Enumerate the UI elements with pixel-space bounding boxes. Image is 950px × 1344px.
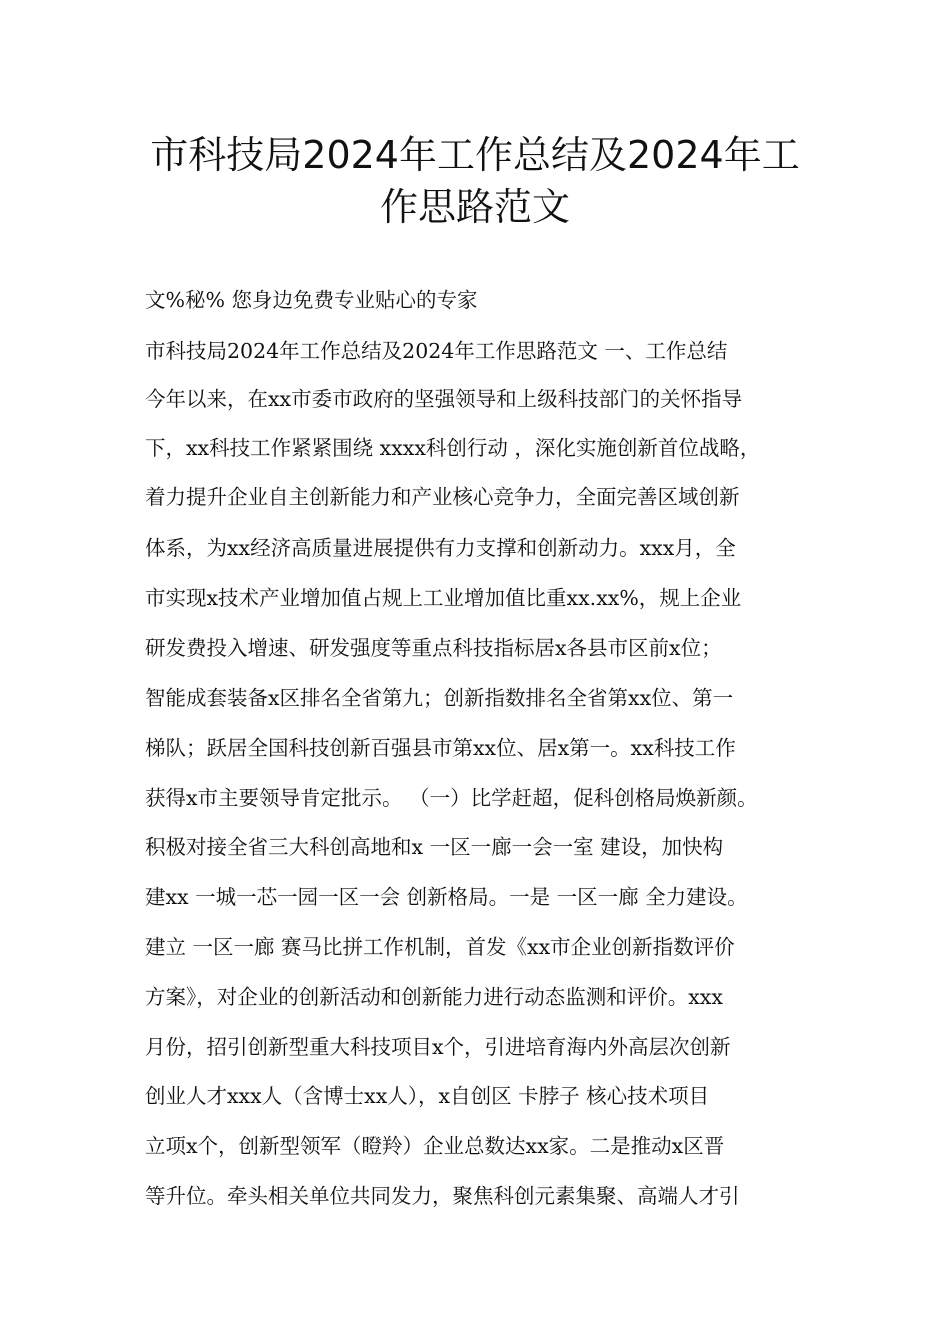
body-line: 体系，为xx经济高质量进展提供有力支撑和创新动力。xxx月，全	[145, 536, 736, 560]
body-line: 市科技局2024年工作总结及2024年工作思路范文 一、工作总结	[145, 339, 728, 363]
body-line: 月份，招引创新型重大科技项目x个，引进培育海内外高层次创新	[145, 1035, 731, 1059]
body-line: 积极对接全省三大科创高地和x 一区一廊一会一室 建设，加快构	[145, 835, 724, 859]
body-line: 下，xx科技工作紧紧围绕 xxxx科创行动 ，深化实施创新首位战略，	[145, 436, 761, 460]
body-line: 智能成套装备x区排名全省第九；创新指数排名全省第xx位、第一	[145, 686, 734, 710]
body-line: 建xx 一城一芯一园一区一会 创新格局。一是 一区一廊 全力建设。	[145, 885, 748, 909]
document-title-line-1: 市科技局2024年工作总结及2024年工	[150, 133, 800, 177]
body-line: 市实现x技术产业增加值占规上工业增加值比重xx.xx%，规上企业	[145, 586, 742, 610]
body-line: 今年以来，在xx市委市政府的坚强领导和上级科技部门的关怀指导	[145, 387, 743, 411]
body-line: 着力提升企业自主创新能力和产业核心竞争力，全面完善区域创新	[145, 485, 740, 509]
body-line: 建立 一区一廊 赛马比拼工作机制，首发《xx市企业创新指数评价	[145, 935, 735, 959]
document-title-line-2: 作思路范文	[379, 185, 570, 229]
body-line: 方案》，对企业的创新活动和创新能力进行动态监测和评价。xxx	[145, 985, 723, 1009]
body-line: 立项x个，创新型领军（瞪羚）企业总数达xx家。二是推动x区晋	[145, 1134, 725, 1158]
body-line: 创业人才xxx人（含博士xx人），x自创区 卡脖子 核心技术项目	[145, 1084, 710, 1108]
body-line: 研发费投入增速、研发强度等重点科技指标居x各县市区前x位；	[145, 636, 722, 660]
body-line: 等升位。牵头相关单位共同发力，聚焦科创元素集聚、高端人才引	[145, 1184, 740, 1208]
body-line: 梯队；跃居全国科技创新百强县市第xx位、居x第一。xx科技工作	[145, 736, 736, 760]
body-line: 获得x市主要领导肯定批示。 （一）比学赶超，促科创格局焕新颜。	[145, 786, 758, 810]
body-line: 文%秘% 您身边免费专业贴心的专家	[145, 288, 478, 312]
